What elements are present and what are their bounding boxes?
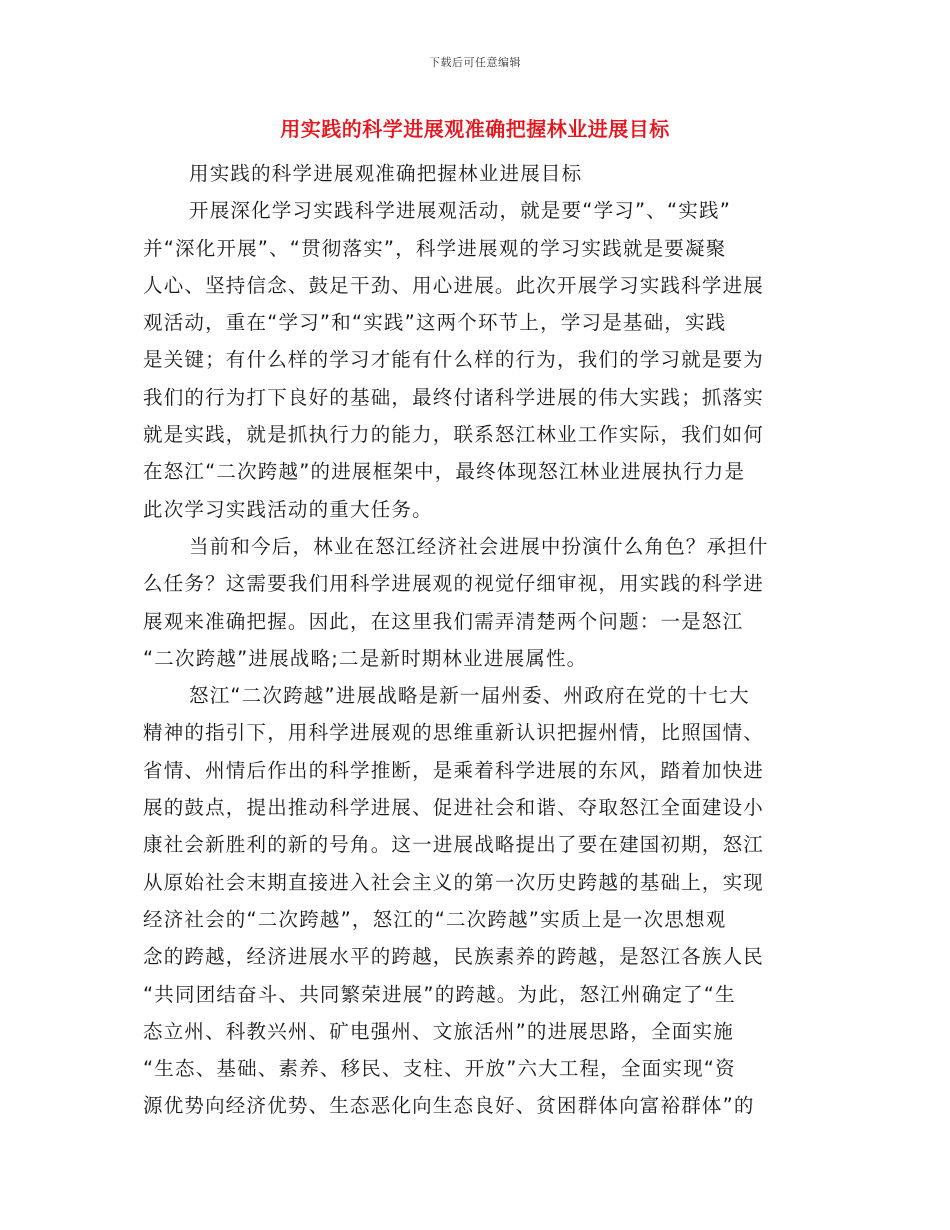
text-line: “共同团结奋斗、共同繁荣进展”的跨越。为此，怒江州确定了“生 [143,982,736,1006]
text-line: 此次学习实践活动的重大任务。 [143,497,433,521]
text-line: 开展深化学习实践科学进展观活动，就是要“学习”、“实践” [189,199,732,223]
text-line: 念的跨越，经济进展水平的跨越，民族素养的跨越，是怒江各族人民 [143,945,765,969]
text-line: 观活动，重在“学习”和“实践”这两个环节上，学习是基础，实践 [143,311,727,335]
text-line: 从原始社会末期直接进入社会主义的第一次历史跨越的基础上，实现 [143,870,765,894]
text-line: 态立州、科教兴州、矿电强州、文旅活州”的进展思路，全面实施 [143,1019,734,1043]
text-line: 展的鼓点，提出推动科学进展、促进社会和谐、夺取怒江全面建设小 [143,796,765,820]
text-line: 我们的行为打下良好的基础，最终付诸科学进展的伟大实践；抓落实 [143,385,765,409]
text-line: 么任务？这需要我们用科学进展观的视觉仔细审视，用实践的科学进 [143,572,765,596]
text-line: 省情、州情后作出的科学推断，是乘着科学进展的东风，踏着加快进 [143,758,765,782]
text-line: “二次跨越”进展战略;二是新时期林业进展属性。 [143,646,588,670]
text-line: 人心、坚持信念、鼓足干劲、用心进展。此次开展学习实践科学进展 [143,273,765,297]
text-line: 康社会新胜利的新的号角。这一进展战略提出了要在建国初期，怒江 [143,833,765,857]
text-line: 在怒江“二次跨越”的进展框架中，最终体现怒江林业进展执行力是 [143,460,746,484]
text-line: 并“深化开展”、“贯彻落实”，科学进展观的学习实践就是要凝聚 [143,236,727,260]
text-line: 用实践的科学进展观准确把握林业进展目标 [189,162,583,185]
text-line: 怒江“二次跨越”进展战略是新一届州委、州政府在党的十七大 [189,684,750,708]
document-body [143,155,803,1125]
document-title: 用实践的科学进展观准确把握林业进展目标 [280,117,670,141]
text-line: 就是实践，就是抓执行力的能力，联系怒江林业工作实际，我们如何 [143,423,765,447]
text-line: “生态、基础、素养、移民、支柱、开放”六大工程，全面实现“资 [143,1057,736,1081]
text-line: 是关键；有什么样的学习才能有什么样的行为，我们的学习就是要为 [143,348,765,372]
page-header-note: 下载后可任意编辑 [429,56,521,69]
text-line: 当前和今后，林业在怒江经济社会进展中扮演什么角色？承担什 [189,534,769,558]
text-line: 精神的指引下，用科学进展观的思维重新认识把握州情，比照国情、 [143,721,765,745]
text-line: 经济社会的“二次跨越”，怒江的“二次跨越”实质上是一次思想观 [143,907,727,931]
text-line: 源优势向经济优势、生态恶化向生态良好、贫困群体向富裕群体”的 [143,1094,755,1118]
text-line: 展观来准确把握。因此，在这里我们需弄清楚两个问题：一是怒江 [143,609,744,633]
